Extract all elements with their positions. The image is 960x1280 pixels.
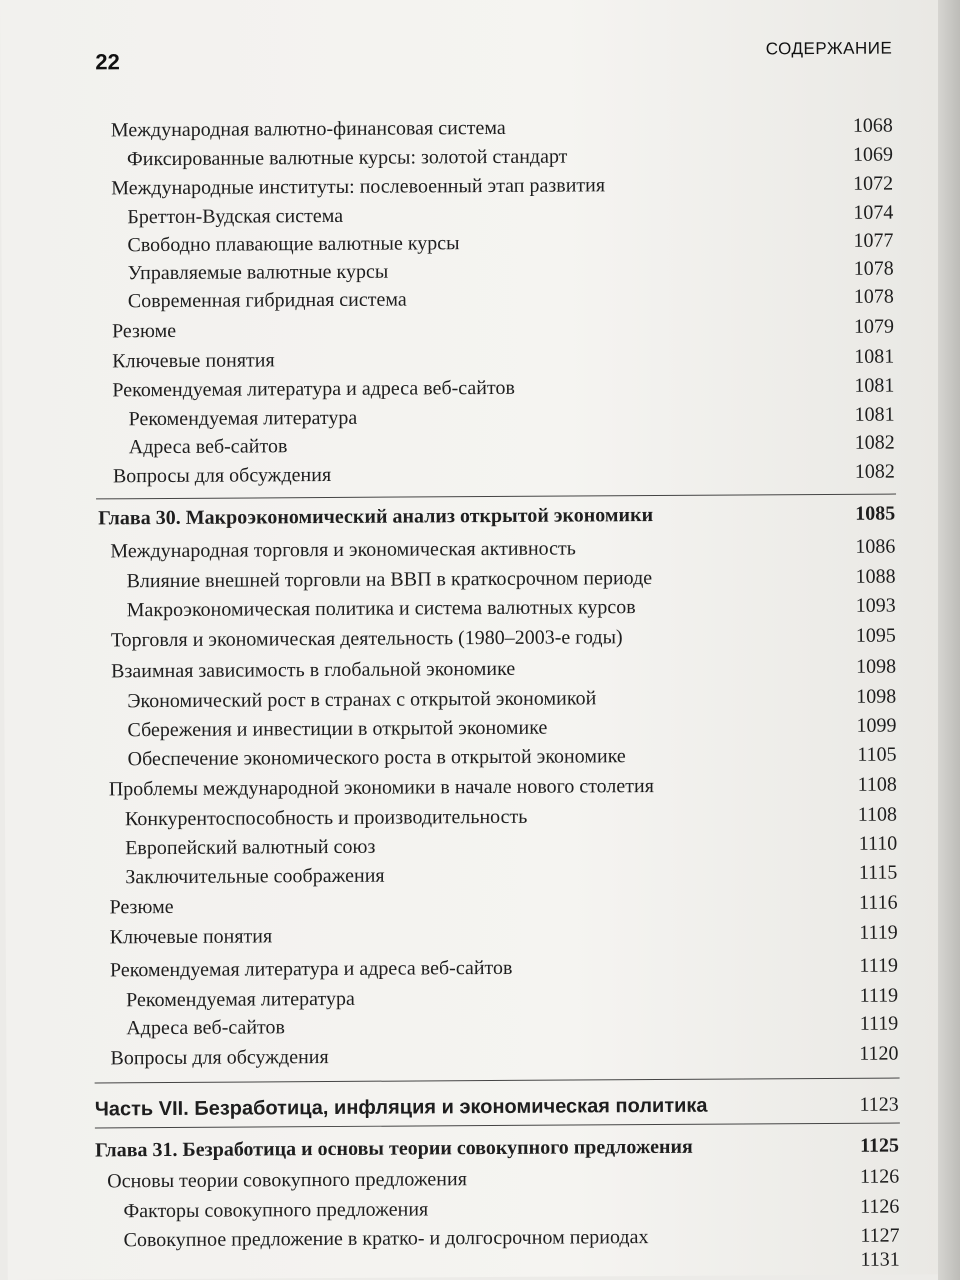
toc-entry-page: 1098 <box>856 685 897 708</box>
toc-entry-title: Рекомендуемая литература и адреса веб-сайтов <box>109 956 513 982</box>
page-number: 22 <box>95 49 120 75</box>
toc-entry <box>107 1164 899 1195</box>
toc-entry-title: Макроэкономическая политика и система валютных курсов <box>126 596 636 622</box>
toc-entry <box>111 623 896 654</box>
toc-entry-title: Экономический рост в странах с открытой экономикой <box>127 687 597 713</box>
toc-entry-title: Адреса веб-сайтов <box>126 1016 286 1040</box>
toc-entry-page: 1116 <box>858 891 898 914</box>
toc-entry <box>111 713 896 744</box>
toc-entry-title: Свободно плавающие валютные курсы <box>127 232 460 257</box>
toc-entry <box>110 1011 898 1042</box>
toc-entry-page: 1082 <box>854 460 895 483</box>
toc-entry <box>112 402 894 433</box>
toc-entry-title: Международная валютно-финансовая система <box>110 116 506 142</box>
toc-entry-title: Резюме <box>109 895 174 919</box>
toc-entry-page: 1086 <box>855 535 896 558</box>
toc-entry <box>107 1194 899 1225</box>
toc-entry-title: Международная торговля и экономическая активность <box>110 537 576 563</box>
toc-entry <box>111 113 893 144</box>
toc-entry-title: Вопросы для обсуждения <box>112 463 332 488</box>
toc-entry <box>112 284 894 315</box>
toc-entry-page: 1074 <box>853 201 894 224</box>
toc-chapter-title: Глава 31. Безработица и основы теории совокупного предложения <box>94 1135 693 1162</box>
toc-entry-page: 1115 <box>858 861 898 884</box>
toc-entry-title: Рекомендуемая литература <box>126 987 355 1012</box>
toc-chapter <box>95 1133 899 1164</box>
toc-chapter-page: 1125 <box>860 1134 900 1157</box>
toc-entry-title: Рекомендуемая литература <box>128 406 358 431</box>
toc-entry-page: 1069 <box>852 143 894 166</box>
toc-entry <box>111 200 893 231</box>
toc-entry-page: 1126 <box>860 1195 900 1218</box>
toc-entry-title: Торговля и экономическая деятельность (1980–2003-е годы) <box>110 626 623 652</box>
page-edge-shadow <box>938 0 960 1280</box>
toc-entry-page: 1105 <box>857 743 897 766</box>
toc-chapter-page: 1085 <box>855 502 896 525</box>
toc-entry <box>110 1041 898 1072</box>
section-rule <box>95 1078 900 1084</box>
toc-entry <box>110 534 895 565</box>
toc-entry <box>112 344 894 375</box>
toc-entry <box>110 983 898 1014</box>
toc-entry-title: Управляемые валютные курсы <box>127 260 389 285</box>
toc-entry-page: 1119 <box>859 921 898 944</box>
toc-entry <box>111 684 896 715</box>
toc-entry <box>109 772 897 803</box>
toc-entry <box>110 953 898 984</box>
toc-entry <box>112 256 894 287</box>
toc-entry-page: 1120 <box>859 1042 899 1065</box>
toc-entry-page: 1099 <box>856 714 897 737</box>
toc-entry-page: 1110 <box>858 832 898 855</box>
toc-entry-title: Фиксированные валютные курсы: золотой стандарт <box>126 145 568 171</box>
toc-entry-title: Вопросы для обсуждения <box>110 1046 329 1070</box>
toc-entry-title: Проблемы международной экономики в начале нового столетия <box>108 775 654 801</box>
toc-entry-page: 1093 <box>855 594 896 617</box>
toc-entry-title: Международные институты: послевоенный этап развития <box>111 174 606 200</box>
toc-entry-page: 1126 <box>859 1165 900 1188</box>
toc-entry-page: 1072 <box>853 172 894 195</box>
toc-entry <box>109 831 897 862</box>
toc-entry-title: Влияние внешней торговли на ВВП в краткосрочном периоде <box>126 567 653 593</box>
toc-entry <box>110 564 895 595</box>
toc-entry-page: 1081 <box>854 374 895 397</box>
toc-entry-title: Современная гибридная система <box>127 288 407 313</box>
toc-entry-title: Совокупное предложение в кратко- и долгосрочном периодах <box>123 1226 649 1252</box>
toc-entry <box>111 593 896 624</box>
toc-entry-page: 1078 <box>853 257 894 280</box>
toc-entry-title: Факторы совокупного предложения <box>123 1198 429 1223</box>
toc-entry <box>111 142 893 173</box>
toc-entry-title: Резюме <box>111 319 177 343</box>
toc-part-page: 1123 <box>859 1093 899 1116</box>
toc-entry-title: Сбережения и инвестиции в открытой экономике <box>127 716 548 742</box>
toc-entry-page: 1098 <box>856 655 897 678</box>
toc-entry <box>113 459 895 490</box>
toc-entry-title: Основы теории совокупного предложения <box>107 1168 467 1193</box>
toc-entry-page: 1108 <box>857 773 897 796</box>
toc-entry-page: 1081 <box>854 403 895 426</box>
toc-entry <box>112 314 894 345</box>
toc-entry-title: Рекомендуемая литература и адреса веб-сайтов <box>112 376 515 402</box>
toc-entry-title: Европейский валютный союз <box>125 835 376 860</box>
toc-chapter <box>98 501 895 532</box>
toc-entry-page: 1127 <box>860 1224 900 1247</box>
toc-chapter-title: Глава 30. Макроэкономический анализ открытой экономики <box>98 504 654 530</box>
section-rule <box>95 1123 900 1129</box>
toc-entry-page: 1081 <box>854 345 895 368</box>
toc-part <box>95 1092 899 1123</box>
toc-entry-page: 1119 <box>859 954 898 977</box>
toc-entry-title: Заключительные соображения <box>125 864 385 889</box>
toc-entry-page: 1079 <box>853 315 895 338</box>
toc-entry <box>109 890 897 921</box>
running-head: СОДЕРЖАНИЕ <box>765 38 893 59</box>
toc-entry-page: 1088 <box>855 565 896 588</box>
toc-part-title: Часть VII. Безработица, инфляция и экономическая политика <box>94 1094 708 1121</box>
toc-entry-page: 1131 <box>860 1248 900 1271</box>
toc-entry-page: 1119 <box>859 1012 899 1035</box>
toc-entry-page: 1077 <box>853 229 894 252</box>
toc-entry <box>111 654 896 685</box>
toc-entry-page: 1108 <box>857 803 898 826</box>
toc-entry-title: Бреттон-Вудская система <box>127 204 344 229</box>
toc-entry <box>110 920 898 951</box>
toc-entry-page: 1082 <box>854 431 895 454</box>
toc-entry-title: Адреса веб-сайтов <box>128 435 288 459</box>
toc-entry-title: Конкурентоспособность и производительность <box>124 805 528 831</box>
toc-entry <box>112 742 897 773</box>
toc-entry-page: 1068 <box>852 114 893 137</box>
toc-entry-title: Ключевые понятия <box>112 349 275 373</box>
toc-entry <box>109 802 897 833</box>
toc-entry-page: 1119 <box>859 984 899 1007</box>
toc-entry <box>111 228 893 259</box>
toc-entry <box>113 430 895 461</box>
toc-entry-title: Обеспечение экономического роста в открытой экономике <box>127 745 626 771</box>
toc-entry <box>111 171 893 202</box>
toc-entry <box>112 373 894 404</box>
section-rule <box>96 494 896 500</box>
toc-entry <box>108 1247 900 1278</box>
toc-entry-title: Взаимная зависимость в глобальной экономике <box>111 657 516 683</box>
toc-entry <box>109 860 897 891</box>
toc-entry-page: 1078 <box>853 285 894 308</box>
toc-entry-page: 1095 <box>855 624 896 647</box>
toc-entry-title: Ключевые понятия <box>109 925 273 949</box>
